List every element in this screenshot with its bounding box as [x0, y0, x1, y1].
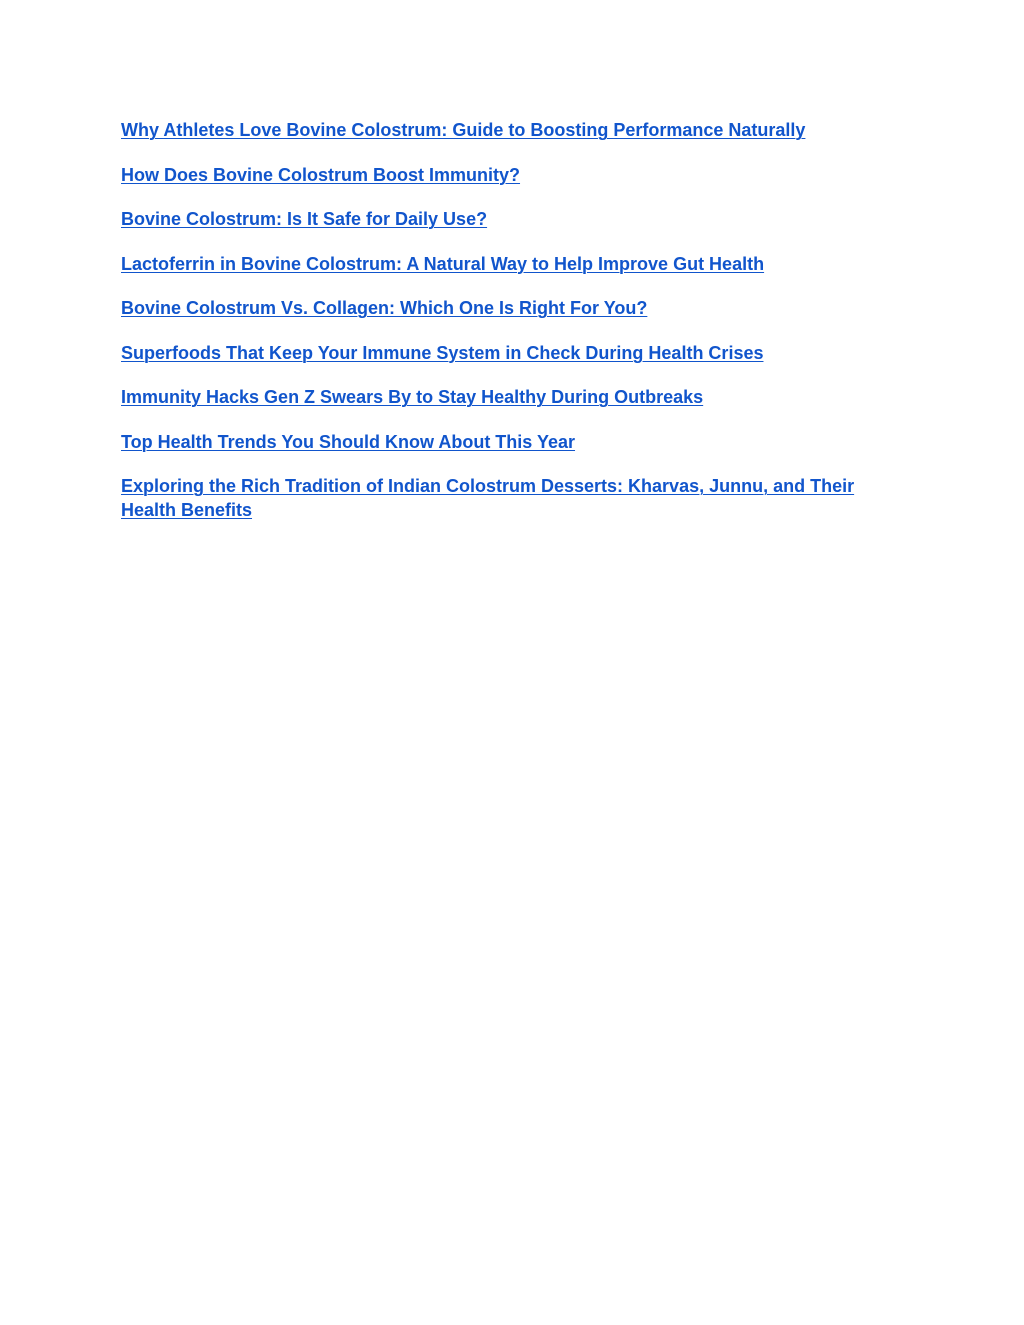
article-link-health-trends[interactable]: Top Health Trends You Should Know About This Year [121, 431, 576, 452]
list-item [121, 296, 891, 320]
list-item [121, 252, 891, 276]
list-item [121, 474, 891, 522]
list-item [121, 118, 891, 142]
list-item [121, 385, 891, 409]
article-link-athletes-colostrum[interactable]: Why Athletes Love Bovine Colostrum: Guide to Boosting Performance Naturally [121, 120, 806, 140]
article-link-boost-immunity[interactable]: How Does Bovine Colostrum Boost Immunity? [121, 164, 521, 185]
article-link-gen-z-immunity-hacks[interactable]: Immunity Hacks Gen Z Swears By to Stay Healthy During Outbreaks [121, 387, 704, 407]
list-item [121, 430, 891, 454]
article-link-indian-colostrum-desserts[interactable]: Exploring the Rich Tradition of Indian Colostrum Desserts: Kharvas, Junnu, and Their Health Benefits [121, 476, 855, 520]
article-link-colostrum-vs-collagen[interactable]: Bovine Colostrum Vs. Collagen: Which One Is Right For You? [121, 298, 648, 318]
list-item [121, 207, 891, 231]
list-item [121, 341, 891, 365]
article-link-safe-daily-use[interactable]: Bovine Colostrum: Is It Safe for Daily Use? [121, 209, 488, 229]
article-link-superfoods-immune[interactable]: Superfoods That Keep Your Immune System in Check During Health Crises [121, 342, 764, 363]
article-link-list [121, 118, 891, 543]
article-link-lactoferrin-gut-health[interactable]: Lactoferrin in Bovine Colostrum: A Natural Way to Help Improve Gut Health [121, 253, 765, 274]
list-item [121, 163, 891, 187]
